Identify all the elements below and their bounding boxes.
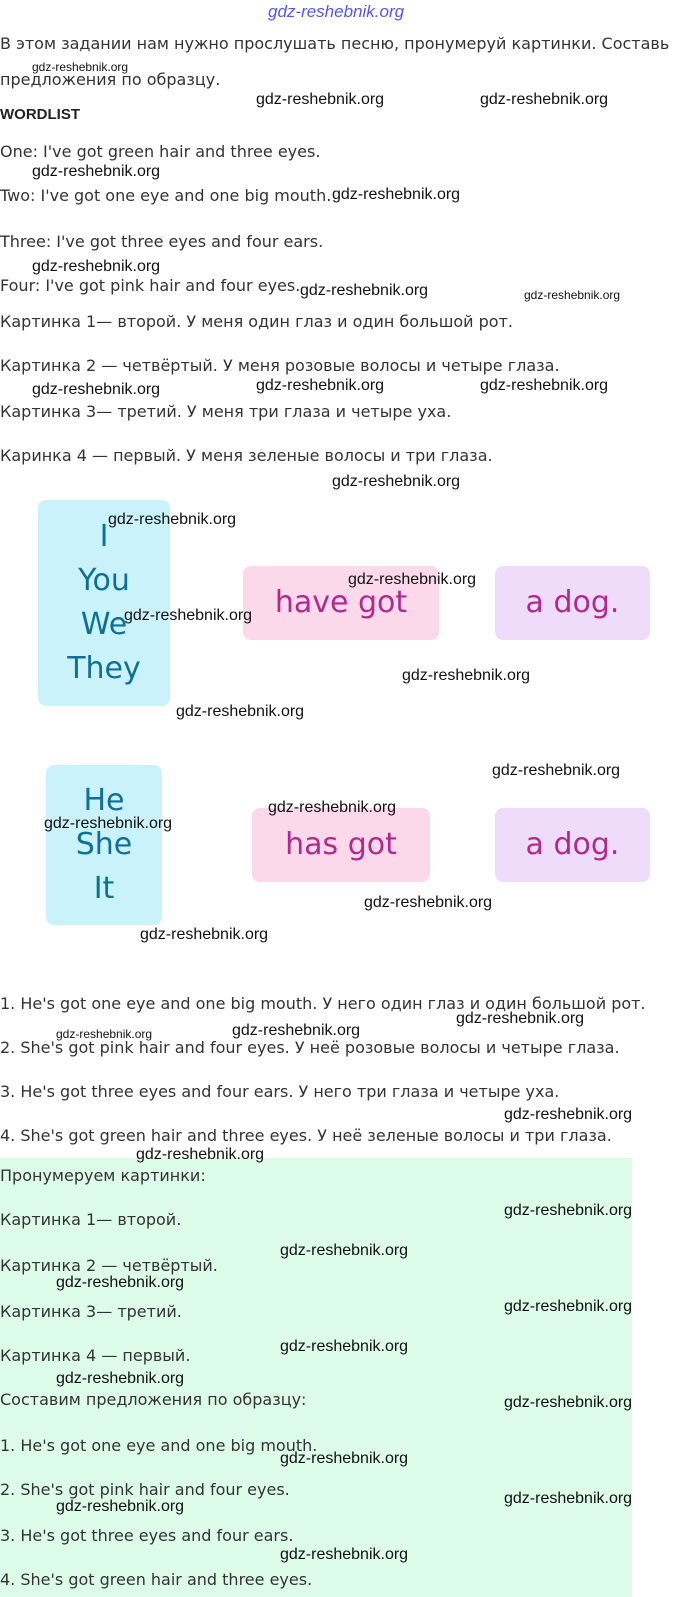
pronoun: We bbox=[80, 607, 128, 642]
watermark: gdz-reshebnik.org bbox=[332, 186, 461, 203]
watermark: gdz-reshebnik.org bbox=[504, 1202, 633, 1219]
watermark: gdz-reshebnik.org bbox=[348, 571, 477, 588]
watermark: gdz-reshebnik.org bbox=[480, 377, 609, 394]
wordlist-item: Two: I've got one eye and one big mouth. bbox=[0, 186, 332, 205]
watermark: gdz-reshebnik.org bbox=[232, 1022, 361, 1039]
watermark: gdz-reshebnik.org bbox=[124, 607, 253, 624]
watermark: gdz-reshebnik.org bbox=[108, 511, 237, 528]
watermark: gdz-reshebnik.org bbox=[300, 282, 429, 299]
intro-text-2: предложения по образцу. bbox=[0, 70, 221, 89]
watermark: gdz-reshebnik.org bbox=[456, 1010, 585, 1027]
picture-line: Картинка 3— третий. У меня три глаза и четыре уха. bbox=[0, 402, 452, 421]
object-box bbox=[495, 808, 650, 882]
wordlist-title: WORDLIST bbox=[0, 106, 80, 123]
compose-line: 3. He's got three eyes and four ears. bbox=[0, 1526, 294, 1545]
verb-phrase: has got bbox=[285, 827, 397, 862]
object-box bbox=[495, 566, 650, 640]
verb-phrase: have got bbox=[274, 585, 408, 620]
picture-line: Картинка 1— второй. У меня один глаз и один большой рот. bbox=[0, 312, 513, 331]
pronoun: You bbox=[78, 563, 130, 598]
sentence-line: 2. She's got pink hair and four eyes. У неё розовые волосы и четыре глаза. bbox=[0, 1038, 620, 1057]
sentence-line: 3. He's got three eyes and four ears. У него три глаза и четыре уха. bbox=[0, 1082, 560, 1101]
watermark: gdz-reshebnik.org bbox=[136, 1146, 265, 1163]
watermark: gdz-reshebnik.org bbox=[504, 1490, 633, 1507]
sentence-line: 4. She's got green hair and three eyes. У неё зеленые волосы и три глаза. bbox=[0, 1126, 612, 1145]
pronoun-box-singular bbox=[46, 765, 162, 925]
watermark: gdz-reshebnik.org bbox=[256, 91, 385, 108]
watermark: gdz-reshebnik.org bbox=[480, 91, 609, 108]
watermark: gdz-reshebnik.org bbox=[504, 1394, 633, 1411]
object-phrase: a dog. bbox=[525, 585, 620, 620]
pronoun: I bbox=[99, 519, 109, 554]
watermark: gdz-reshebnik.org bbox=[280, 1338, 409, 1355]
watermark: gdz-reshebnik.org bbox=[32, 163, 161, 180]
watermark: gdz-reshebnik.org bbox=[176, 703, 305, 720]
numbering-line: Картинка 3— третий. bbox=[0, 1302, 182, 1321]
pronoun: She bbox=[75, 827, 133, 862]
watermark: gdz-reshebnik.org bbox=[280, 1450, 409, 1467]
watermark: gdz-reshebnik.org bbox=[332, 473, 461, 490]
sentence-line: 1. He's got one eye and one big mouth. У него один глаз и один большой рот. bbox=[0, 994, 646, 1013]
pronoun-box-plural bbox=[38, 500, 170, 706]
site-watermark: gdz-reshebnik.org bbox=[268, 2, 405, 21]
watermark: gdz-reshebnik.org bbox=[504, 1106, 633, 1123]
watermark: gdz-reshebnik.org bbox=[56, 1498, 185, 1515]
watermark: gdz-reshebnik.org bbox=[140, 926, 269, 943]
picture-line: Картинка 2 — четвёртый. У меня розовые волосы и четыре глаза. bbox=[0, 356, 560, 375]
watermark: gdz-reshebnik.org bbox=[268, 799, 397, 816]
numbering-title: Пронумеруем картинки: bbox=[0, 1166, 206, 1185]
compose-line: 4. She's got green hair and three eyes. bbox=[0, 1570, 313, 1589]
pronoun: They bbox=[67, 651, 141, 686]
watermark: gdz-reshebnik.org bbox=[56, 1027, 153, 1041]
numbering-line: Картинка 2 — четвёртый. bbox=[0, 1256, 218, 1275]
intro-text: В этом задании нам нужно прослушать песню, пронумеруй картинки. Составь bbox=[0, 34, 670, 53]
watermark: gdz-reshebnik.org bbox=[492, 762, 621, 779]
compose-line: 2. She's got pink hair and four eyes. bbox=[0, 1480, 290, 1499]
watermark: gdz-reshebnik.org bbox=[524, 288, 621, 302]
picture-line: Каринка 4 — первый. У меня зеленые волосы и три глаза. bbox=[0, 446, 493, 465]
watermark: gdz-reshebnik.org bbox=[56, 1370, 185, 1387]
watermark: gdz-reshebnik.org bbox=[504, 1298, 633, 1315]
watermark: gdz-reshebnik.org bbox=[32, 381, 161, 398]
watermark: gdz-reshebnik.org bbox=[364, 894, 493, 911]
watermark: gdz-reshebnik.org bbox=[44, 815, 173, 832]
watermark: gdz-reshebnik.org bbox=[56, 1274, 185, 1291]
watermark: gdz-reshebnik.org bbox=[256, 377, 385, 394]
wordlist-item: One: I've got green hair and three eyes. bbox=[0, 142, 321, 161]
watermark: gdz-reshebnik.org bbox=[280, 1242, 409, 1259]
watermark: gdz-reshebnik.org bbox=[32, 60, 129, 74]
numbering-line: Картинка 1— второй. bbox=[0, 1210, 182, 1229]
wordlist-item: Four: I've got pink hair and four eyes. bbox=[0, 276, 301, 295]
numbering-line: Картинка 4 — первый. bbox=[0, 1346, 191, 1365]
compose-title: Составим предложения по образцу: bbox=[0, 1390, 307, 1409]
compose-line: 1. He's got one eye and one big mouth. bbox=[0, 1436, 318, 1455]
verb-box-has-got bbox=[252, 808, 430, 882]
watermark: gdz-reshebnik.org bbox=[402, 667, 531, 684]
pronoun: It bbox=[93, 871, 115, 906]
pronoun: He bbox=[83, 783, 125, 818]
wordlist-item: Three: I've got three eyes and four ears. bbox=[0, 232, 324, 251]
watermark: gdz-reshebnik.org bbox=[280, 1546, 409, 1563]
watermark: gdz-reshebnik.org bbox=[32, 258, 161, 275]
object-phrase: a dog. bbox=[525, 827, 620, 862]
